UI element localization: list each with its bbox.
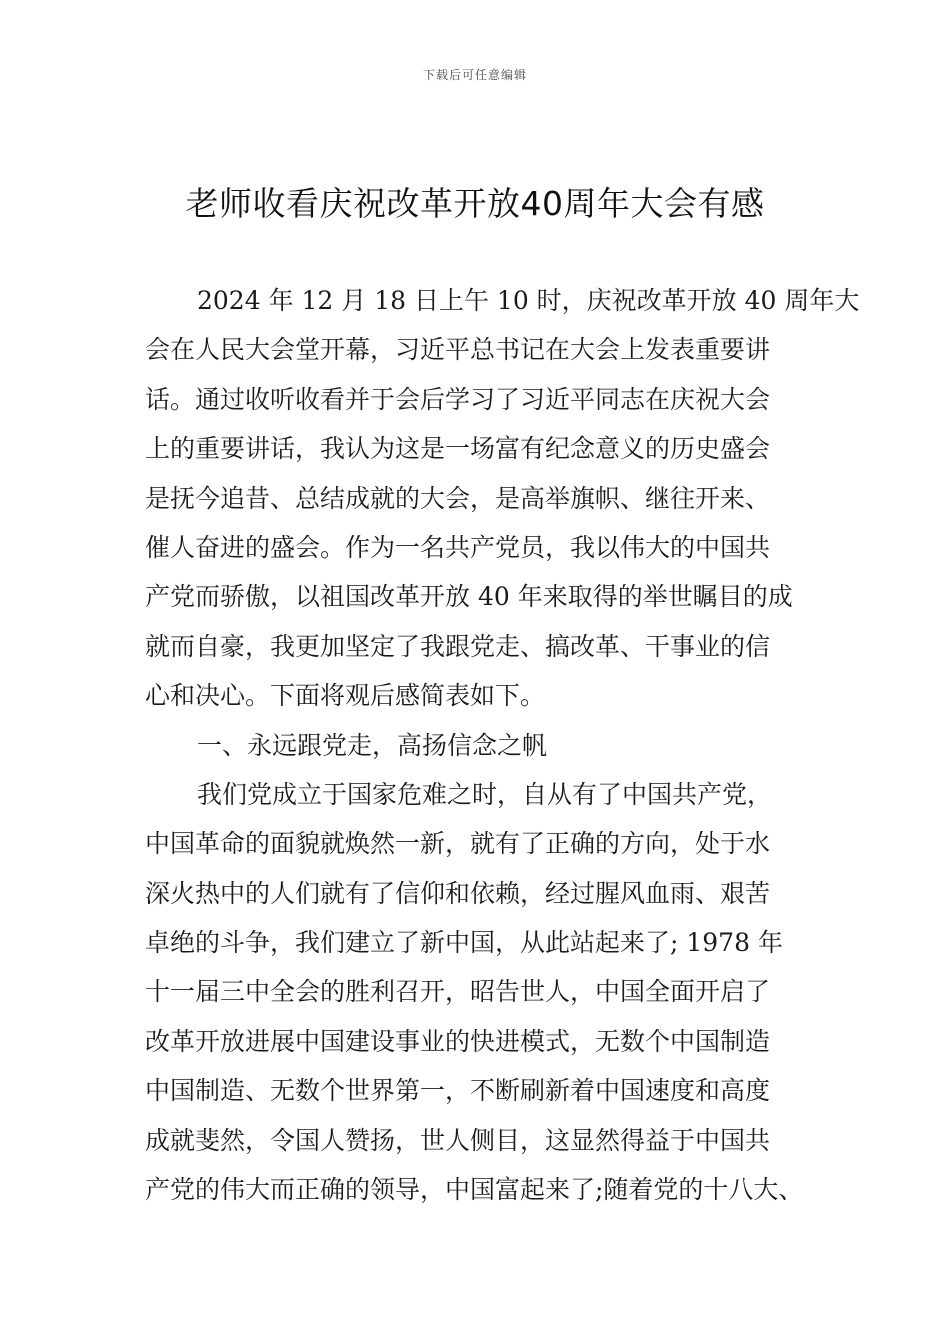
paragraph-line: 上的重要讲话，我认为这是一场富有纪念意义的历史盛会 (145, 434, 771, 464)
document-title: 老师收看庆祝改革开放40周年大会有感 (185, 184, 765, 223)
paragraph-line: 心和决心。下面将观后感简表如下。 (145, 681, 546, 711)
paragraph-line: 产党的伟大而正确的领导，中国富起来了;随着党的十八大、 (145, 1175, 804, 1205)
paragraph-line: 2024 年 12 月 18 日上午 10 时，庆祝改革开放 40 周年大 (197, 286, 860, 315)
paragraph-line: 十一届三中全会的胜利召开，昭告世人，中国全面开启了 (145, 977, 771, 1007)
paragraph-line: 我们党成立于国家危难之时，自从有了中国共产党， (197, 779, 773, 809)
document-body (145, 276, 860, 1214)
paragraph-line: 中国制造、无数个世界第一，不断刷新着中国速度和高度 (145, 1076, 771, 1106)
paragraph-line: 产党而骄傲，以祖国改革开放 40 年来取得的举世瞩目的成 (145, 582, 793, 612)
paragraph-line: 会在人民大会堂开幕，习近平总书记在大会上发表重要讲 (145, 335, 771, 365)
paragraph-line: 话。通过收听收看并于会后学习了习近平同志在庆祝大会 (145, 384, 771, 414)
paragraph-line: 就而自豪，我更加坚定了我跟党走、搞改革、干事业的信 (145, 631, 771, 661)
paragraph-line: 催人奋进的盛会。作为一名共产党员，我以伟大的中国共 (145, 532, 771, 562)
paragraph-line: 是抚今追昔、总结成就的大会，是高举旗帜、继往开来、 (145, 483, 771, 513)
paragraph-line: 中国革命的面貌就焕然一新，就有了正确的方向，处于水 (145, 829, 771, 859)
paragraph-line: 深火热中的人们就有了信仰和依赖，经过腥风血雨、艰苦 (145, 878, 771, 908)
paragraph-line: 成就斐然，令国人赞扬，世人侧目，这显然得益于中国共 (145, 1125, 771, 1155)
paragraph-line: 卓绝的斗争，我们建立了新中国，从此站起来了; 1978 年 (145, 928, 783, 958)
section-heading: 一、永远跟党走，高扬信念之帆 (197, 730, 548, 760)
paragraph-line: 改革开放进展中国建设事业的快进模式，无数个中国制造 (145, 1026, 771, 1056)
header-note: 下载后可任意编辑 (422, 68, 527, 82)
